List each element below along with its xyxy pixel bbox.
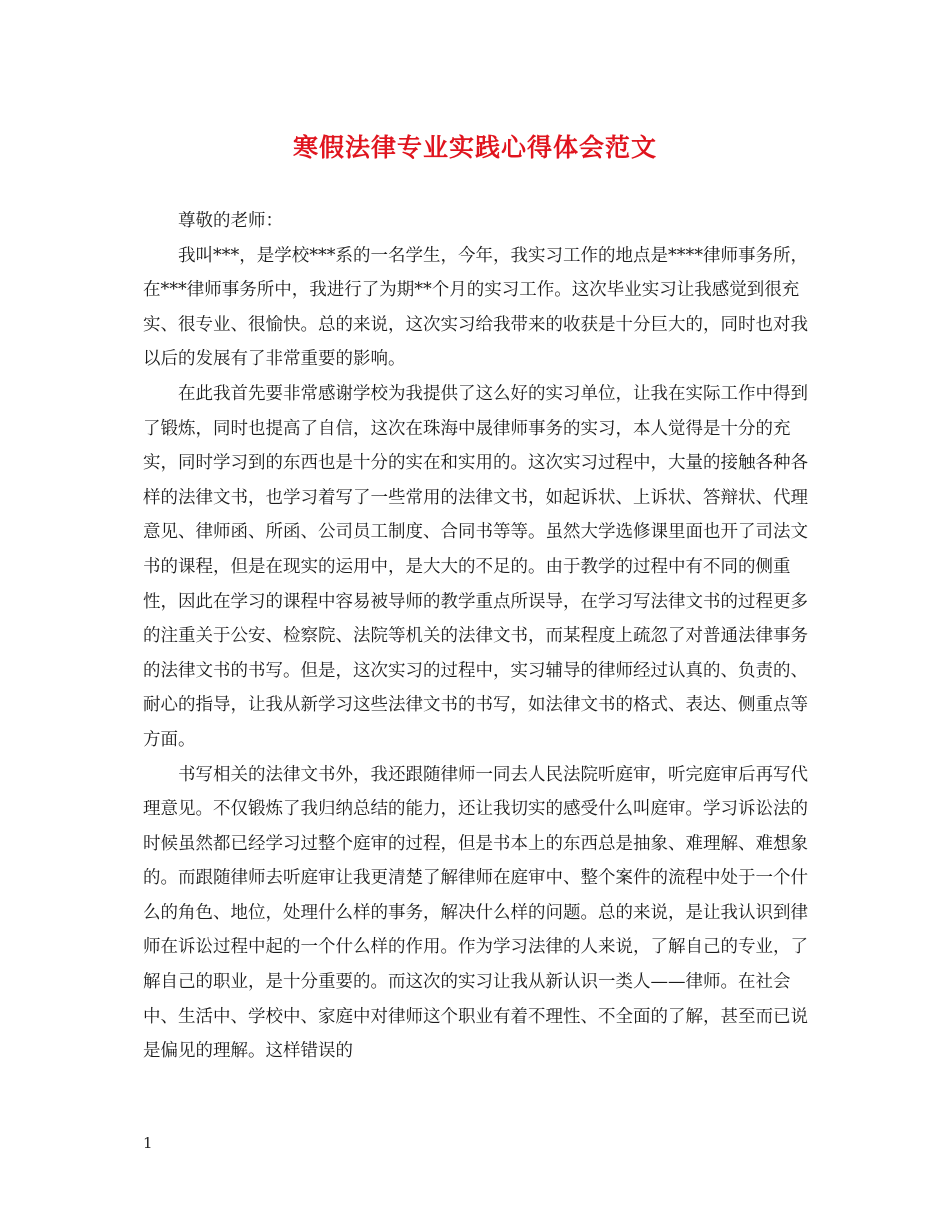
document-title: 寒假法律专业实践心得体会范文: [292, 133, 657, 162]
salutation: 尊敬的老师：: [178, 211, 283, 231]
paragraph-2: 在此我首先要非常感谢学校为我提供了这么好的实习单位，让我在实际工作中得到了锻炼，同时也提高了自信，这次在珠海中晟律师事务的实习，本人觉得是十分的充实，同时学习到的东西也是十分的实在和实用的。这次实习过程中，大量的接触各种各样的法律文书，也学习着写了一些常用的法律文书，如起诉状、上诉状、答辩状、代理意见、律师函、所函、公司员工制度、合同书等等。虽然大学选修课里面也开了司法文书的课程，但是在现实的运用中，是大大的不足的。由于教学的过程中有不同的侧重性，因此在学习的课程中容易被导师的教学重点所误导，在学习写法律文书的过程更多的注重关于公安、检察院、法院等机关的法律文书，而某程度上疏忽了对普通法律事务的法律文书的书写。但是，这次实习的过程中，实习辅导的律师经过认真的、负责的、耐心的指导，让我从新学习这些法律文书的书写，如法律文书的格式、表达、侧重点等方面。: [143, 383, 808, 750]
page-number: 1: [143, 1134, 153, 1152]
document-body: [143, 204, 823, 1069]
paragraph-3: 书写相关的法律文书外，我还跟随律师一同去人民法院听庭审，听完庭审后再写代理意见。不仅锻炼了我归纳总结的能力，还让我切实的感受什么叫庭审。学习诉讼法的时候虽然都已经学习过整个庭审的过程，但是书本上的东西总是抽象、难理解、难想象的。而跟随律师去听庭审让我更清楚了解律师在庭审中、整个案件的流程中处于一个什么的角色、地位，处理什么样的事务，解决什么样的问题。总的来说，是让我认识到律师在诉讼过程中起的一个什么样的作用。作为学习法律的人来说，了解自己的专业，了解自己的职业，是十分重要的。而这次的实习让我从新认识一类人——律师。在社会中、生活中、学校中、家庭中对律师这个职业有着不理性、不全面的了解，甚至而已说是偏见的理解。这样错误的: [143, 764, 808, 1062]
paragraph-1: 我叫***，是学校***系的一名学生，今年，我实习工作的地点是****律师事务所，在***律师事务所中，我进行了为期**个月的实习工作。这次毕业实习让我感觉到很充实、很专业、很愉快。总的来说，这次实习给我带来的收获是十分巨大的，同时也对我以后的发展有了非常重要的影响。: [143, 245, 808, 370]
